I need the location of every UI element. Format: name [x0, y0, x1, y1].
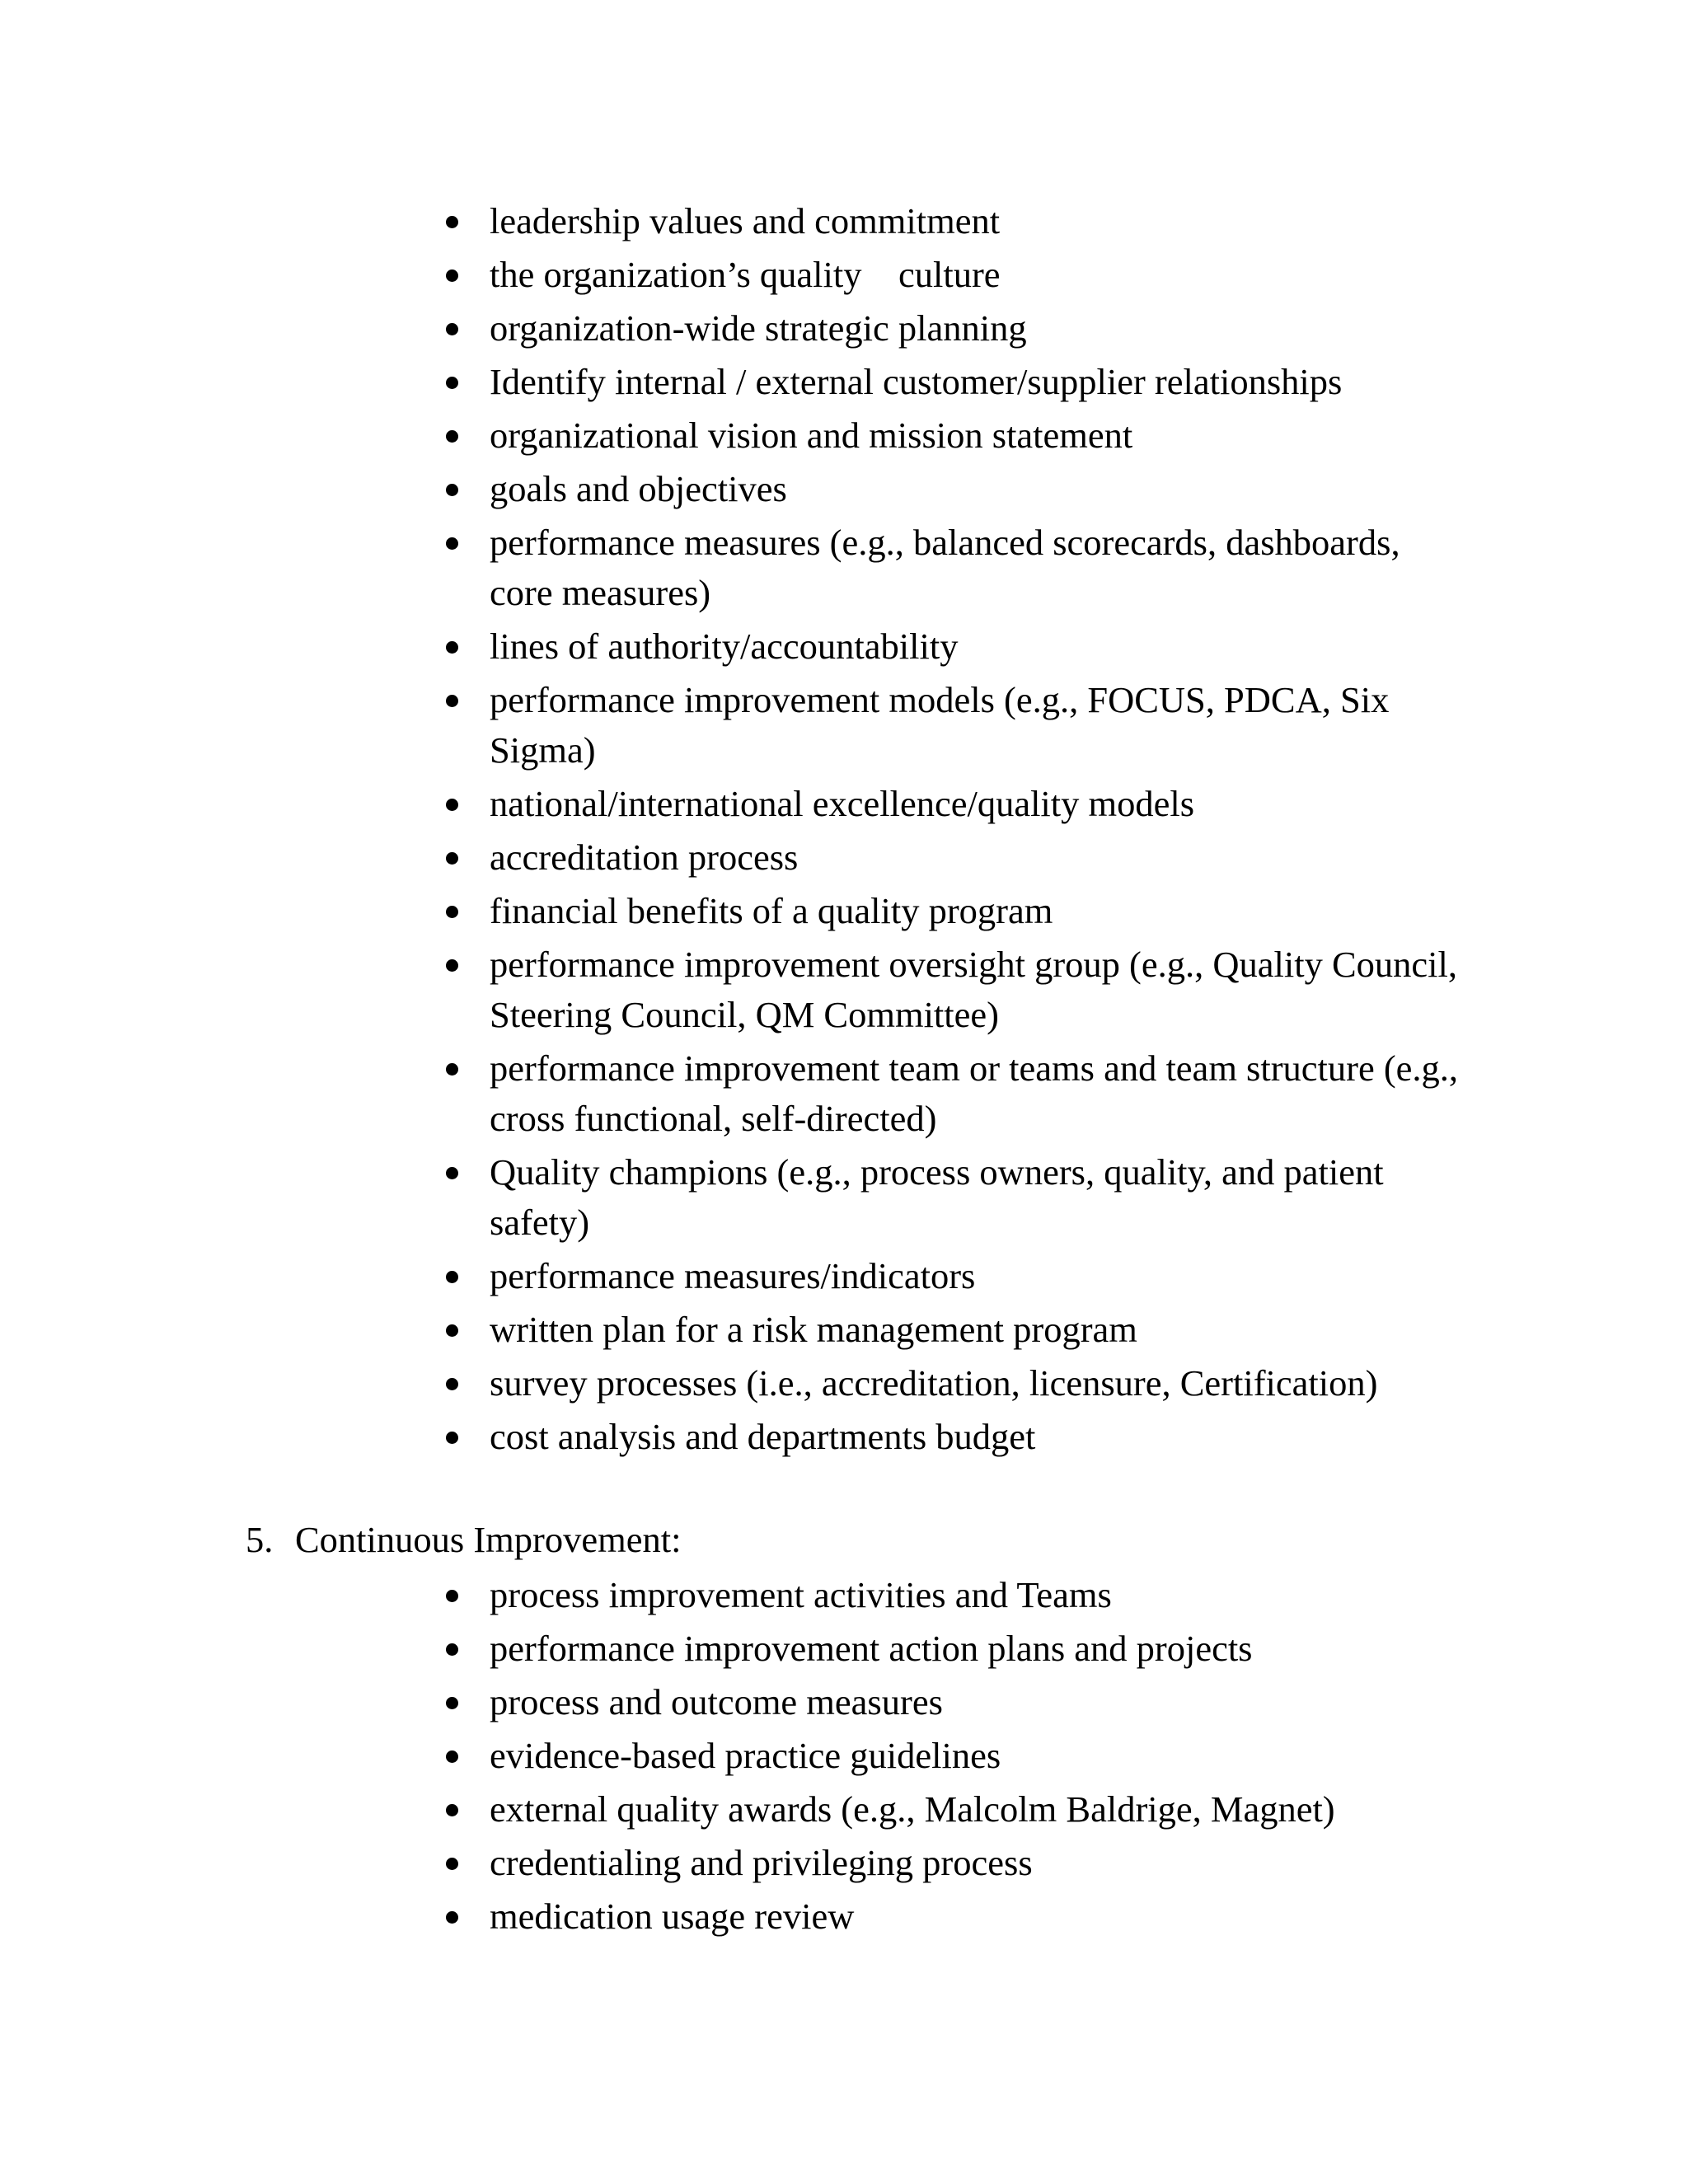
list-item	[437, 357, 1467, 407]
list-item	[437, 1891, 1467, 1942]
list-item	[437, 196, 1467, 246]
list-item	[437, 250, 1467, 300]
list-item-text: organizational vision and mission statement	[490, 415, 1133, 456]
bullet-icon	[446, 377, 458, 389]
bullet-icon	[446, 1432, 458, 1444]
bullet-icon	[446, 1590, 458, 1602]
list-item	[437, 518, 1467, 618]
section-title: Continuous Improvement:	[295, 1519, 682, 1560]
list-item	[437, 1412, 1467, 1462]
list-item-text: performance improvement oversight group (e.g., Quality Council, Steering Council, QM Committee)	[490, 944, 1457, 1035]
bullet-icon	[446, 799, 458, 811]
list-item-text: credentialing and privileging process	[490, 1842, 1033, 1883]
list-item	[437, 886, 1467, 936]
bullet-icon	[446, 1167, 458, 1179]
list-item-text: survey processes (i.e., accreditation, licensure, Certification)	[490, 1362, 1378, 1404]
bullet-icon	[446, 323, 458, 335]
list-item-text: accreditation process	[490, 837, 799, 878]
list-item-text: Identify internal / external customer/supplier relationships	[490, 361, 1343, 402]
bullet-list-continuous-improvement	[437, 1570, 1467, 1945]
bullet-icon	[446, 1750, 458, 1763]
list-item-text: Quality champions (e.g., process owners, quality, and patient safety)	[490, 1151, 1384, 1243]
list-item-text: national/international excellence/quality models	[490, 783, 1195, 824]
list-item	[437, 675, 1467, 776]
list-item	[437, 464, 1467, 514]
list-item-text: performance measures (e.g., balanced scorecards, dashboards, core measures)	[490, 522, 1400, 613]
bullet-icon	[446, 1324, 458, 1337]
bullet-list-topics	[437, 196, 1467, 1465]
bullet-icon	[446, 1271, 458, 1283]
bullet-icon	[446, 852, 458, 865]
section-number: 5.	[246, 1519, 274, 1560]
list-item	[437, 1838, 1467, 1888]
list-item-text: financial benefits of a quality program	[490, 890, 1053, 931]
list-item-text: performance improvement action plans and projects	[490, 1628, 1253, 1669]
list-item	[437, 1624, 1467, 1674]
list-item	[437, 1251, 1467, 1301]
bullet-icon	[446, 695, 458, 707]
list-item-text: cost analysis and departments budget	[490, 1416, 1036, 1457]
list-item-text: process and outcome measures	[490, 1681, 943, 1722]
list-item	[437, 832, 1467, 883]
bullet-icon	[446, 1643, 458, 1656]
bullet-icon	[446, 1697, 458, 1709]
list-item-text: medication usage review	[490, 1896, 855, 1937]
list-item	[437, 1305, 1467, 1355]
list-item	[437, 621, 1467, 672]
list-item-text: the organization’s quality culture	[490, 254, 1001, 295]
list-item	[437, 779, 1467, 829]
bullet-icon	[446, 484, 458, 496]
list-item-text: evidence-based practice guidelines	[490, 1735, 1001, 1776]
list-item-text: written plan for a risk management program	[490, 1309, 1137, 1350]
list-item	[437, 1358, 1467, 1408]
list-item-text: performance measures/indicators	[490, 1255, 976, 1296]
section-heading-continuous-improvement	[246, 1515, 681, 1565]
bullet-icon	[446, 959, 458, 972]
bullet-icon	[446, 537, 458, 550]
list-item-text: lines of authority/accountability	[490, 626, 959, 667]
list-item	[437, 1731, 1467, 1781]
list-item-text: organization-wide strategic planning	[490, 307, 1027, 349]
bullet-icon	[446, 1858, 458, 1870]
bullet-icon	[446, 216, 458, 228]
list-item-text: external quality awards (e.g., Malcolm Baldrige, Magnet)	[490, 1788, 1335, 1830]
list-item	[437, 410, 1467, 461]
bullet-icon	[446, 269, 458, 282]
bullet-icon	[446, 1911, 458, 1924]
bullet-icon	[446, 1378, 458, 1390]
list-item	[437, 940, 1467, 1040]
bullet-icon	[446, 641, 458, 654]
list-item-text: goals and objectives	[490, 468, 787, 509]
list-item	[437, 1043, 1467, 1144]
list-item-text: performance improvement models (e.g., FOCUS, PDCA, Six Sigma)	[490, 679, 1390, 771]
list-item	[437, 1147, 1467, 1248]
bullet-icon	[446, 906, 458, 918]
list-item-text: leadership values and commitment	[490, 200, 1001, 241]
list-item	[437, 1677, 1467, 1727]
list-item-text: performance improvement team or teams and team structure (e.g., cross functional, self-directed)	[490, 1047, 1459, 1139]
list-item	[437, 1784, 1467, 1835]
list-item	[437, 303, 1467, 354]
bullet-icon	[446, 1063, 458, 1076]
list-item-text: process improvement activities and Teams	[490, 1574, 1112, 1615]
bullet-icon	[446, 430, 458, 443]
list-item	[437, 1570, 1467, 1620]
bullet-icon	[446, 1804, 458, 1816]
